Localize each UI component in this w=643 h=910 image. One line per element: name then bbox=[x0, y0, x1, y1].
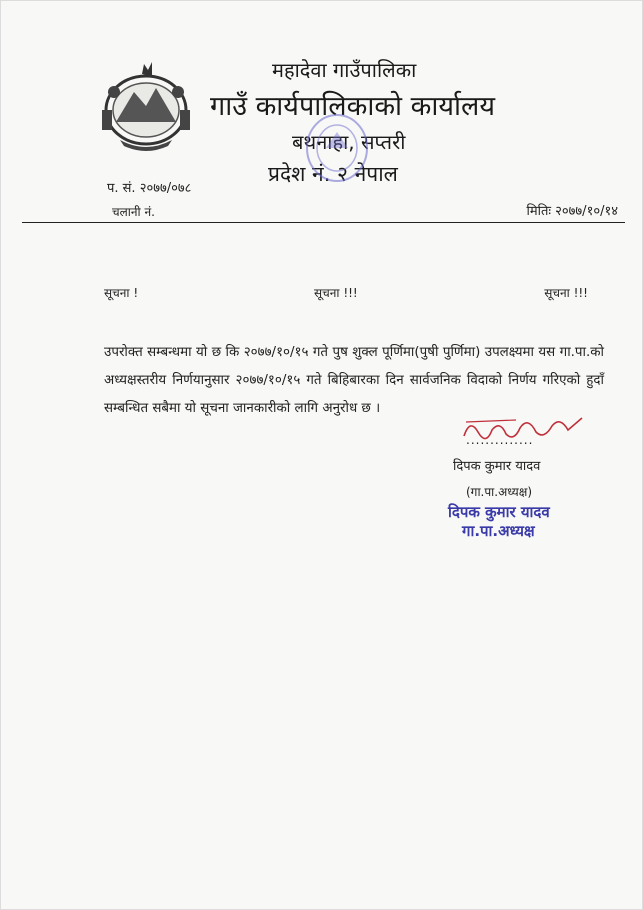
nepal-emblem-icon bbox=[96, 62, 196, 152]
dispatch-number-label: चलानी नं. bbox=[112, 205, 155, 219]
municipality-name: महादेवा गाउँपालिका bbox=[272, 58, 417, 82]
signatory-post: (गा.पा.अध्यक्ष) bbox=[466, 485, 533, 499]
notice-label-left: सूचना ! bbox=[104, 286, 139, 300]
notice-body: उपरोक्त सम्बन्धमा यो छ कि २०७७/१०/१५ गते पुष शुक्ल पूर्णिमा(पुषी पुर्णिमा) उपलक्ष्यमा यस गा.पा.को अध्यक्षस्तरीय निर्णयानुसार २०७७/१०/१५ गते बिहिबारका दिन सार्वजनिक विदाको निर्णय गरिएको हुदाँ सम्बन्धित सबैमा यो सूचना जानकारीको लागि अनुरोध छ । bbox=[104, 345, 604, 416]
stamp-name: दिपक कुमार यादव bbox=[448, 503, 550, 521]
letter-date: मितिः २०७७/१०/१४ bbox=[526, 204, 618, 219]
signature-line: .............. bbox=[466, 433, 534, 447]
header-divider bbox=[22, 222, 625, 223]
stamp-post: गा.पा.अध्यक्ष bbox=[462, 522, 535, 540]
notice-label-right: सूचना !!! bbox=[544, 286, 588, 300]
office-name: गाउँ कार्यपालिकाको कार्यालय bbox=[210, 91, 495, 122]
office-seal-icon bbox=[304, 112, 370, 184]
province-country: प्रदेश नं. २ नेपाल bbox=[268, 162, 398, 186]
reference-number: प. सं. २०७७/०७८ bbox=[107, 181, 192, 196]
signatory-name: दिपक कुमार यादव bbox=[453, 459, 541, 474]
notice-label-center: सूचना !!! bbox=[314, 286, 358, 300]
office-address: बथनाहा, सप्तरी bbox=[292, 130, 406, 154]
